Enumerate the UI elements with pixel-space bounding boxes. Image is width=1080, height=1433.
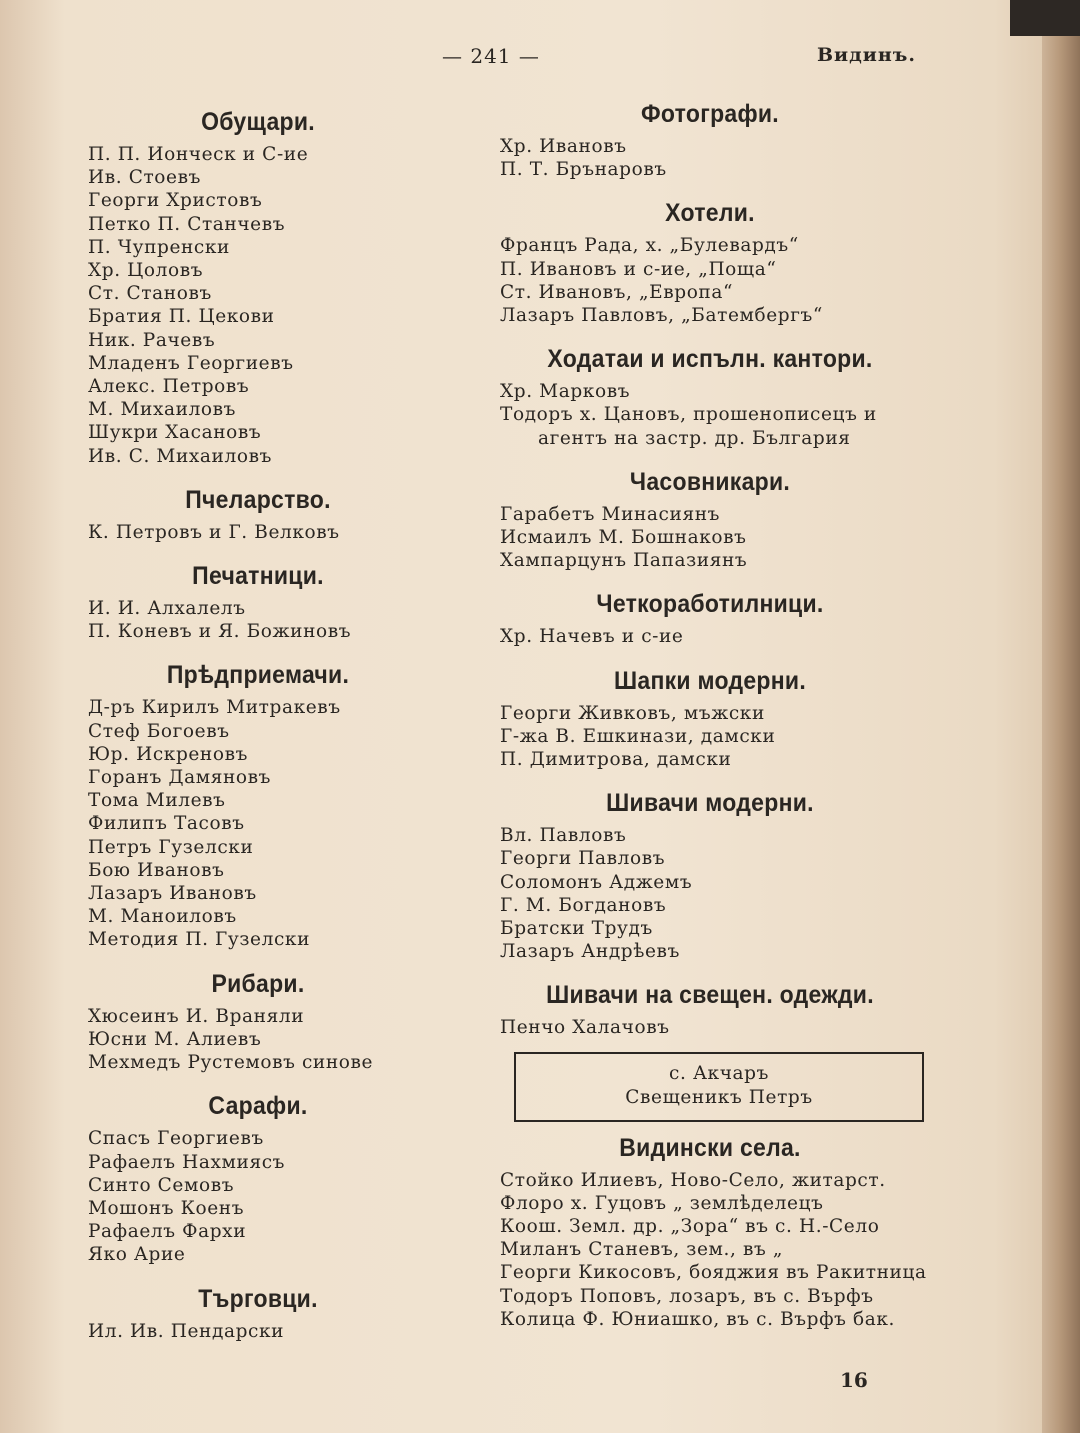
- section-heading: Шапки модерни.: [613, 666, 807, 695]
- list-item: Колица Ф. Юниашко, въ с. Върфъ бак.: [500, 1308, 896, 1330]
- entry-list: [500, 135, 920, 181]
- entry-list: [88, 1005, 428, 1075]
- list-item: Юр. Искреновъ: [88, 743, 248, 765]
- list-item: Юсни М. Алиевъ: [88, 1028, 262, 1050]
- entry-list: [88, 143, 428, 468]
- section-heading: Печатници.: [192, 562, 324, 591]
- boxed-line: с. Акчаръ: [669, 1062, 769, 1084]
- section-heading: Часовникари.: [629, 467, 791, 496]
- section-heading: Сарафи.: [208, 1092, 308, 1121]
- boxed-notice: [514, 1052, 924, 1122]
- list-item: Хр. Цоловъ: [88, 260, 204, 282]
- list-item: К. Петровъ и Г. Велковъ: [88, 521, 340, 543]
- list-item: Ник. Рачевъ: [88, 329, 216, 351]
- list-item: Братия П. Цекови: [88, 306, 275, 328]
- section-heading: Шивачи модерни.: [606, 789, 814, 818]
- list-item: М. Михаиловъ: [88, 399, 237, 421]
- entry-list: [88, 521, 428, 544]
- entry-list: [500, 1169, 927, 1331]
- section-heading: Ходатаи и испълн. кантори.: [547, 345, 873, 374]
- list-item: Яко Арие: [88, 1244, 186, 1266]
- section-heading: Фотографи.: [641, 100, 779, 128]
- running-head: Видинъ.: [816, 44, 916, 66]
- list-item: Синто Семовъ: [88, 1174, 235, 1196]
- list-item: Д-ръ Кирилъ Митракевъ: [88, 697, 341, 719]
- page-edge: [1042, 0, 1080, 1433]
- entry-list: [500, 1016, 920, 1039]
- list-item: Тодоръ х. Цановъ, прошенописецъ и: [500, 404, 877, 426]
- list-item: Миланъ Станевъ, зем., въ „: [500, 1239, 784, 1261]
- list-item: Вл. Павловъ: [500, 825, 627, 847]
- entry-list: [88, 696, 428, 951]
- list-item: Рафаелъ Нахмиясъ: [88, 1151, 286, 1173]
- list-item: Хр. Начевъ и с-ие: [500, 626, 684, 648]
- list-item: Ив. С. Михаиловъ: [88, 445, 272, 467]
- binding-shadow: [1010, 0, 1080, 36]
- list-item: Методия П. Гузелски: [88, 929, 311, 951]
- list-item: Стеф Богоевъ: [88, 720, 230, 742]
- list-item: П. Ивановъ и с-ие, „Поща“: [500, 258, 777, 280]
- entry-list: [500, 824, 920, 963]
- entry-list: [500, 702, 920, 772]
- list-item: М. Маноиловъ: [88, 906, 237, 928]
- list-item: Лазаръ Ивановъ: [88, 883, 257, 905]
- list-item: Г-жа В. Ешкинази, дамски: [500, 725, 776, 747]
- list-item: Младенъ Георгиевъ: [88, 352, 294, 374]
- page-header: [0, 44, 1040, 74]
- entry-list: [500, 503, 920, 573]
- list-item: Филипъ Тасовъ: [88, 813, 245, 835]
- list-item: Хампарцунъ Папазиянъ: [500, 550, 748, 572]
- section-heading: Видински села.: [619, 1133, 801, 1162]
- entry-list: [500, 234, 920, 327]
- right-column: [500, 100, 927, 1331]
- entry-list: [500, 625, 920, 648]
- left-column: [88, 108, 428, 1343]
- list-item: Ст. Ивановъ, „Европа“: [500, 281, 734, 303]
- list-item: Георги Павловъ: [500, 848, 666, 870]
- list-item: Горанъ Дамяновъ: [88, 767, 272, 789]
- list-item: Петръ Гузелски: [88, 836, 254, 858]
- list-item: Тома Милевъ: [88, 790, 226, 812]
- entry-list: [88, 597, 428, 643]
- list-item: Мошонъ Коенъ: [88, 1197, 245, 1219]
- list-item: Г. М. Богдановъ: [500, 894, 667, 916]
- list-item: Стойко Илиевъ, Ново-Село, житарст.: [500, 1169, 886, 1191]
- list-item: П. П. Ионческ и С-ие: [88, 144, 309, 165]
- list-item: Ст. Становъ: [88, 283, 212, 305]
- list-item: Лазаръ Павловъ, „Батембергъ“: [500, 305, 823, 327]
- section-heading: Рибари.: [211, 969, 305, 998]
- section-heading: Хотели.: [665, 199, 755, 228]
- list-item: Коош. Земл. др. „Зора“ въ с. Н.-Село: [500, 1216, 880, 1238]
- list-item: Бою Ивановъ: [88, 859, 225, 881]
- list-item: Спасъ Георгиевъ: [88, 1128, 264, 1150]
- list-item: И. И. Алхалелъ: [88, 598, 246, 620]
- list-item: Ил. Ив. Пендарски: [88, 1320, 285, 1342]
- entry-list: [88, 1127, 428, 1266]
- list-item: Рафаелъ Фархи: [88, 1221, 247, 1243]
- list-item: Тодоръ Поповъ, лозаръ, въ с. Върфъ: [500, 1285, 874, 1307]
- section-heading: Пчеларство.: [185, 485, 331, 514]
- section-heading: Шивачи на свещен. одежди.: [546, 981, 874, 1010]
- list-item: П. Коневъ и Я. Божиновъ: [88, 621, 352, 643]
- list-item: П. Димитрова, дамски: [500, 749, 732, 771]
- sheet-number: 16: [840, 1368, 868, 1392]
- boxed-line: Свещеникъ Петръ: [625, 1086, 813, 1108]
- list-item: Гарабетъ Минасиянъ: [500, 503, 721, 525]
- list-item: П. Т. Брънаровъ: [500, 159, 667, 181]
- list-item: Ив. Стоевъ: [88, 167, 201, 189]
- entry-list: [88, 1320, 428, 1343]
- list-item: Георги Христовъ: [88, 190, 263, 212]
- list-item: Братски Трудъ: [500, 918, 653, 940]
- list-item: Пенчо Халачовъ: [500, 1017, 670, 1039]
- list-item: Лазаръ Андрѣевъ: [500, 941, 680, 963]
- list-item: Алекс. Петровъ: [88, 376, 250, 398]
- section-heading: Търговци.: [198, 1284, 318, 1313]
- section-heading: Обущари.: [201, 108, 315, 136]
- list-item: П. Чупренски: [88, 236, 230, 258]
- list-item: Хюсеинъ И. Враняли: [88, 1005, 305, 1027]
- entry-list: [500, 380, 920, 450]
- list-item: Францъ Рада, х. „Булевардъ“: [500, 235, 799, 257]
- list-item: Георги Живковъ, мъжски: [500, 702, 765, 724]
- list-item: Исмаилъ М. Бошнаковъ: [500, 527, 747, 549]
- list-item: Хр. Марковъ: [500, 381, 631, 403]
- list-item: Флоро х. Гуцовъ „ землѣделецъ: [500, 1192, 824, 1214]
- list-item: Шукри Хасановъ: [88, 422, 262, 444]
- list-item: Петко П. Станчевъ: [88, 213, 286, 235]
- list-item: Мехмедъ Рустемовъ синове: [88, 1052, 374, 1074]
- section-heading: Прѣдприемачи.: [166, 661, 350, 690]
- page-number: — 241 —: [442, 44, 540, 68]
- list-item: Соломонъ Аджемъ: [500, 871, 693, 893]
- list-item: агентъ на застр. др. България: [538, 427, 851, 449]
- list-item: Георги Кикосовъ, бояджия въ Ракитница: [500, 1262, 927, 1284]
- section-heading: Четкоработилници.: [596, 590, 824, 619]
- list-item: Хр. Ивановъ: [500, 136, 627, 157]
